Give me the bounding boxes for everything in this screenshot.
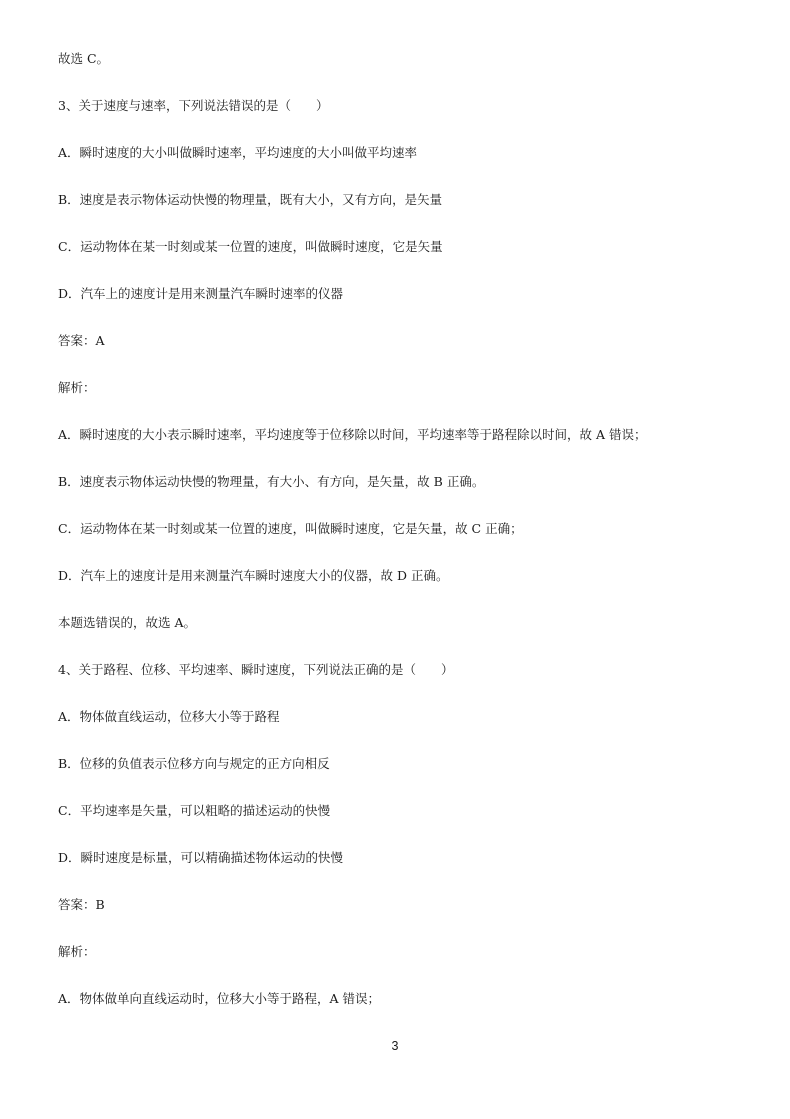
option-c: C．运动物体在某一时刻或某一位置的速度，叫做瞬时速度，它是矢量 (58, 239, 443, 254)
answer-line: 答案：A (58, 333, 105, 348)
analysis-a: A．瞬时速度的大小表示瞬时速率，平均速度等于位移除以时间，平均速率等于路程除以时间，故 A 错误； (58, 427, 647, 442)
option-d: D．汽车上的速度计是用来测量汽车瞬时速率的仪器 (58, 286, 344, 301)
option-a: A．物体做直线运动，位移大小等于路程 (58, 709, 280, 724)
question-3-stem: 3、关于速度与速率，下列说法错误的是（ ） (58, 98, 329, 113)
text-line: 故选 C。 (58, 51, 110, 66)
analysis-d: D．汽车上的速度计是用来测量汽车瞬时速度大小的仪器，故 D 正确。 (58, 568, 449, 583)
analysis-b: B．速度表示物体运动快慢的物理量，有大小、有方向，是矢量，故 B 正确。 (58, 474, 485, 489)
analysis-heading: 解析： (58, 944, 96, 959)
option-b: B．速度是表示物体运动快慢的物理量，既有大小，又有方向，是矢量 (58, 192, 443, 207)
option-d: D．瞬时速度是标量，可以精确描述物体运动的快慢 (58, 850, 344, 865)
analysis-a: A．物体做单向直线运动时，位移大小等于路程，A 错误； (58, 991, 381, 1006)
question-4-stem: 4、关于路程、位移、平均速率、瞬时速度，下列说法正确的是（ ） (58, 662, 454, 677)
option-b: B．位移的负值表示位移方向与规定的正方向相反 (58, 756, 330, 771)
analysis-c: C．运动物体在某一时刻或某一位置的速度，叫做瞬时速度，它是矢量，故 C 正确； (58, 521, 523, 536)
page-number: 3 (391, 1039, 399, 1053)
option-c: C．平均速率是矢量，可以粗略的描述运动的快慢 (58, 803, 331, 818)
option-a: A．瞬时速度的大小叫做瞬时速率，平均速度的大小叫做平均速率 (58, 145, 418, 160)
conclusion-line: 本题选错误的，故选 A。 (58, 615, 197, 630)
analysis-heading: 解析： (58, 380, 96, 395)
answer-line: 答案：B (58, 897, 105, 912)
